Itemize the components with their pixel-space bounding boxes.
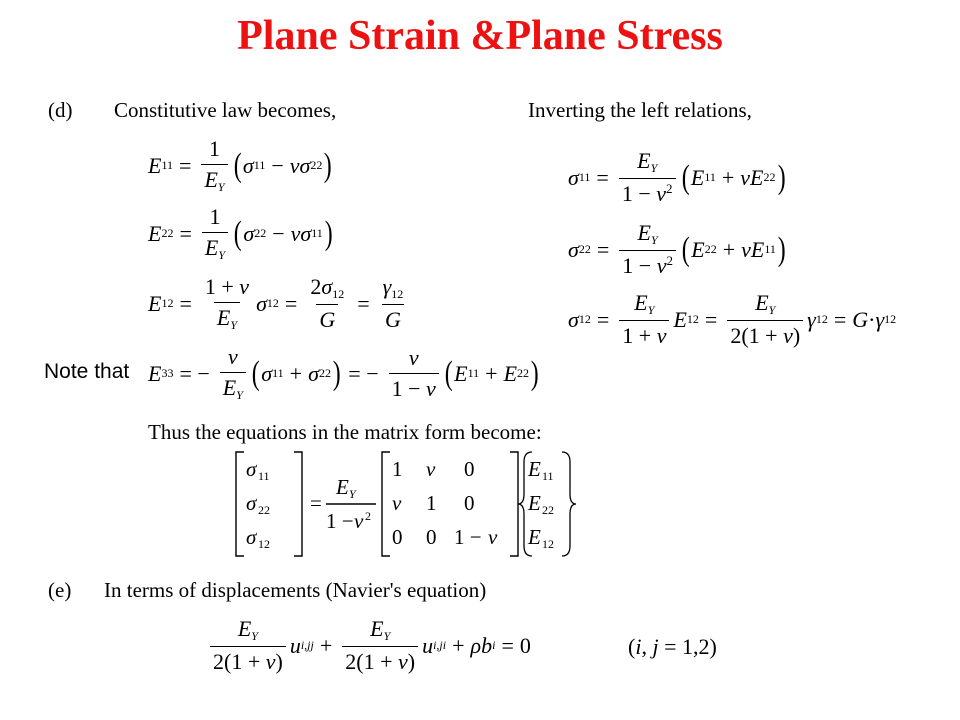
svg-text:0: 0 [464,491,475,515]
svg-text:v: v [354,509,364,533]
matrix-equation [228,448,588,560]
page-title: Plane Strain &Plane Stress [237,13,723,59]
svg-text:1 −: 1 − [454,525,482,549]
equation-e12: E 12 = $\frac{1 + v}{E_Y}$ σ 12 = $\frac{2\sigma_{12}}{G}$ = $\frac{\gamma_{12}}{G}$ [148,274,404,332]
svg-text:Y: Y [349,487,356,501]
svg-text:E: E [528,457,541,481]
svg-text:22: 22 [258,503,270,517]
svg-text:1: 1 [426,491,437,515]
svg-text:=: = [310,491,322,515]
svg-text:0: 0 [464,457,475,481]
svg-text:1: 1 [392,457,403,481]
section-e-heading: In terms of displacements (Navier's equation) [104,578,487,602]
navier-range: (i, j = 1,2) [628,634,717,659]
section-d-heading-right: Inverting the left relations, [528,98,752,122]
section-d-label: (d) [48,98,73,122]
equation-e11: E 11 = $\frac{1}{E_Y}$ ( σ 11 − vσ 22 ) [148,136,333,194]
equation-s11: σ 11 = $\frac{E_Y}{1 - v^2}$ ( E 11 + vE 22 ) [568,148,786,206]
matrix-heading: Thus the equations in the matrix form become: [148,420,542,444]
svg-text:σ: σ [246,491,257,515]
equation-s22: σ 22 = $\frac{E_Y}{1 - v^2}$ ( E 22 + vE 11 ) [568,220,786,278]
svg-text:0: 0 [426,525,437,549]
equation-s12: σ 12 = $\frac{E_Y}{1 + v}$ E 12 = $\frac{E_Y}{2(1 + v)}$ γ 12 = G · γ 12 [568,290,897,348]
svg-text:2: 2 [365,509,371,523]
svg-text:0: 0 [392,525,403,549]
svg-text:v: v [392,491,402,515]
svg-text:11: 11 [542,469,554,483]
equation-navier: $\frac{E_Y}{2(1 + v)}$ u i,jj + $\frac{E_Y}{2(1 + v)}$ u i,ji + ρb i = 0 [206,616,531,675]
section-d-heading-left: Constitutive law becomes, [114,98,337,122]
svg-text:v: v [488,525,498,549]
svg-text:12: 12 [258,537,270,551]
svg-text:E: E [528,491,541,515]
svg-text:σ: σ [246,525,257,549]
equation-e22: E 22 = $\frac{1}{E_Y}$ ( σ 22 − vσ 11 ) [148,204,333,262]
svg-text:E: E [336,475,349,499]
svg-text:11: 11 [258,469,270,483]
equation-e33: E 33 = − $\frac{v}{E_Y}$ ( σ 11 + σ 22 ) = − $\frac{v}{1 - v}$ ( E 11 + E 22 ) [148,344,539,402]
svg-text:22: 22 [542,503,554,517]
section-e-label: (e) [48,578,72,602]
svg-text:v: v [426,457,436,481]
svg-text:E: E [528,525,541,549]
note-label: Note that [44,360,130,383]
svg-text:12: 12 [542,537,554,551]
svg-text:1 −: 1 − [326,509,354,533]
svg-text:σ: σ [246,457,257,481]
